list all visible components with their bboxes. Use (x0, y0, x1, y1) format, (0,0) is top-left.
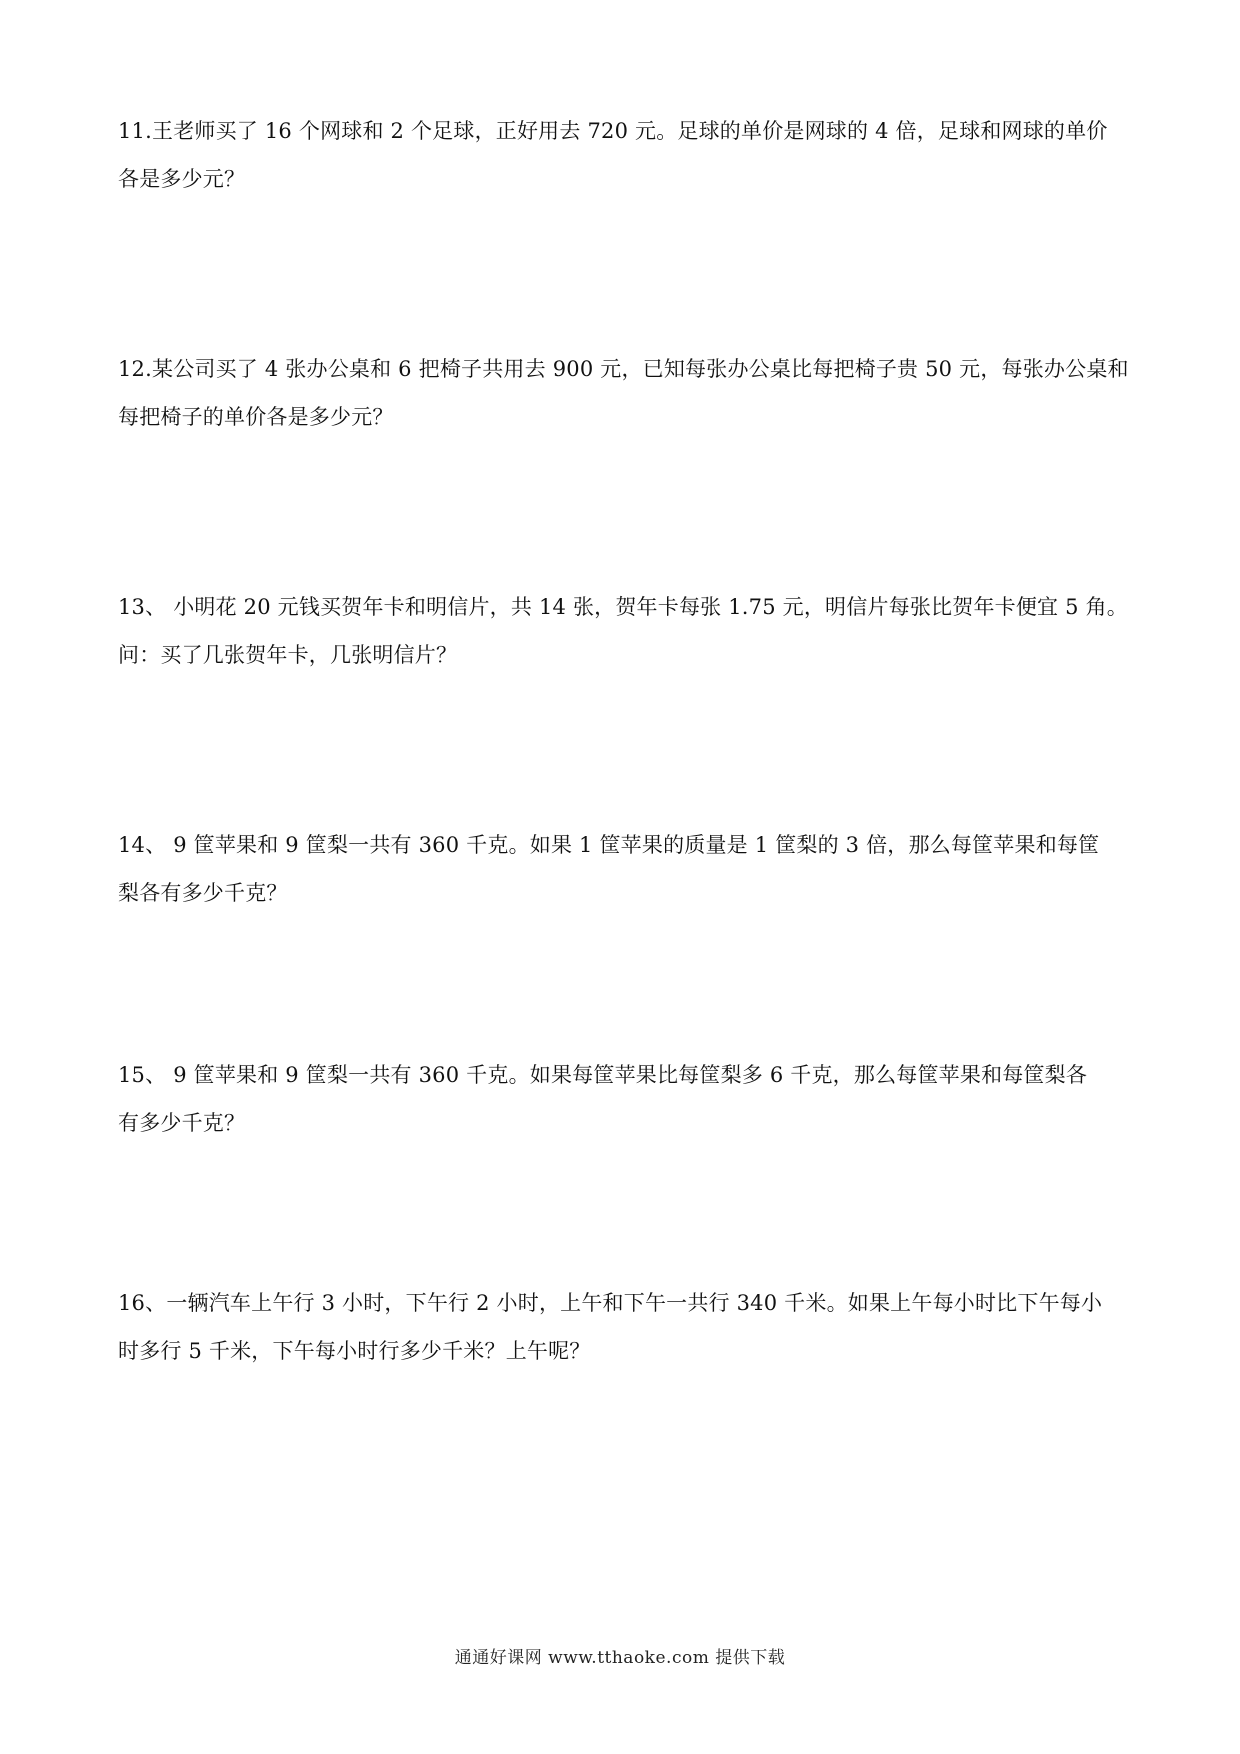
problem-15 (118, 1051, 1118, 1147)
problem-15-line-1: 15、 9 筐苹果和 9 筐梨一共有 360 千克。如果每筐苹果比每筐梨多 6 千克，那么每筐苹果和每筐梨各 (118, 1063, 1088, 1087)
problem-13-line-2: 问：买了几张贺年卡，几张明信片？ (118, 643, 458, 667)
problem-13-line-1: 13、 小明花 20 元钱买贺年卡和明信片，共 14 张，贺年卡每张 1.75 元，明信片每张比贺年卡便宜 5 角。 (118, 595, 1128, 619)
problem-11 (118, 107, 1118, 203)
problem-13 (118, 583, 1128, 679)
problem-16-line-1: 16、一辆汽车上午行 3 小时，下午行 2 小时，上午和下午一共行 340 千米。如果上午每小时比下午每小 (118, 1291, 1103, 1315)
problem-12 (118, 345, 1129, 441)
problem-12-line-1: 12.某公司买了 4 张办公桌和 6 把椅子共用去 900 元，已知每张办公桌比每把椅子贵 50 元，每张办公桌和 (118, 357, 1129, 381)
problem-15-line-2: 有多少千克？ (118, 1111, 246, 1135)
problem-14-line-2: 梨各有多少千克？ (118, 881, 288, 905)
problem-14-line-1: 14、 9 筐苹果和 9 筐梨一共有 360 千克。如果 1 筐苹果的质量是 1 筐梨的 3 倍，那么每筐苹果和每筐 (118, 833, 1100, 857)
problem-16-line-2: 时多行 5 千米，下午每小时行多少千米？上午呢？ (118, 1339, 591, 1363)
problem-16 (118, 1279, 1118, 1375)
problem-11-line-1: 11.王老师买了 16 个网球和 2 个足球，正好用去 720 元。足球的单价是网球的 4 倍，足球和网球的单价 (118, 119, 1108, 143)
problem-14 (118, 821, 1118, 917)
problem-12-line-2: 每把椅子的单价各是多少元？ (118, 405, 394, 429)
problem-11-line-2: 各是多少元？ (118, 167, 246, 191)
footer-source-note: 通通好课网 www.tthaoke.com 提供下载 (454, 1648, 786, 1668)
